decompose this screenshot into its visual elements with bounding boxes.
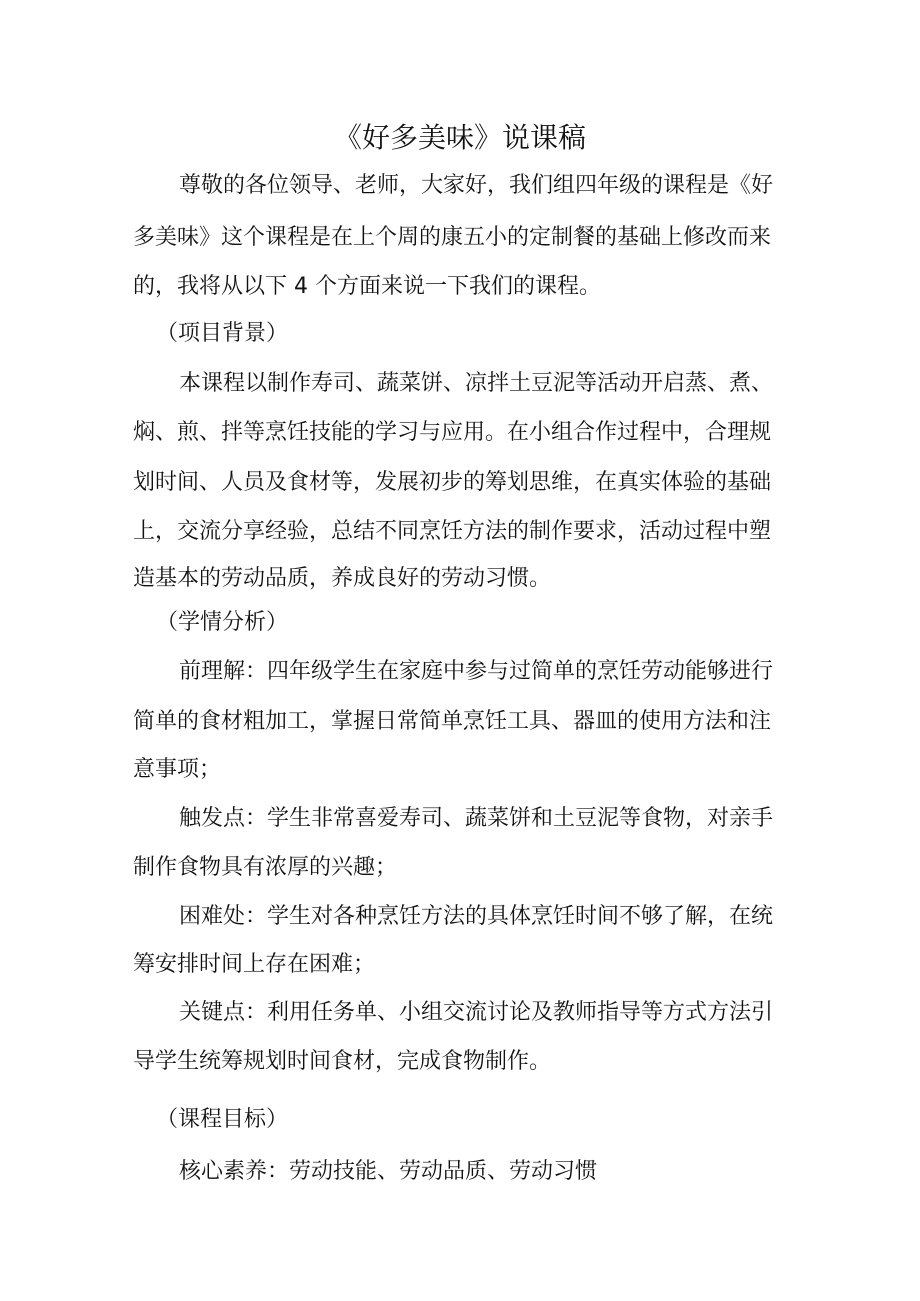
- background-line-5: 造基本的劳动品质，养成良好的劳动习惯。: [133, 566, 552, 591]
- analysis-prior-line-2: 简单的食材粗加工，掌握日常简单烹饪工具、器皿的使用方法和注: [133, 709, 772, 734]
- background-line-4: 上，交流分享经验，总结不同烹饪方法的制作要求，活动过程中塑: [133, 519, 772, 544]
- background-line-3: 划时间、人员及食材等，发展初步的筹划思维，在真实体验的基础: [133, 470, 772, 495]
- analysis-trigger-line-2: 制作食物具有浓厚的兴趣；: [133, 855, 398, 880]
- intro-line-1: 尊敬的各位领导、老师，大家好，我们组四年级的课程是《好: [179, 173, 774, 198]
- goals-core-line: 核心素养：劳动技能、劳动品质、劳动习惯: [179, 1159, 598, 1184]
- analysis-prior-line-3: 意事项；: [133, 757, 222, 782]
- intro-line-2: 多美味》这个课程是在上个周的康五小的定制餐的基础上修改而来: [133, 225, 772, 250]
- analysis-key-line-2: 导学生统筹规划时间食材，完成食物制作。: [133, 1049, 552, 1074]
- analysis-prior-line-1: 前理解：四年级学生在家庭中参与过简单的烹饪劳动能够进行: [179, 659, 774, 684]
- section-heading-background: （项目背景）: [156, 321, 289, 346]
- intro-line-3: 的，我将从以下 4 个方面来说一下我们的课程。: [133, 274, 601, 299]
- section-heading-goals: （课程目标）: [156, 1107, 289, 1132]
- analysis-difficulty-line-2: 筹安排时间上存在困难；: [133, 952, 376, 977]
- analysis-difficulty-line-1: 困难处：学生对各种烹饪方法的具体烹饪时间不够了解，在统: [179, 904, 774, 929]
- analysis-key-line-1: 关键点：利用任务单、小组交流讨论及教师指导等方式方法引: [179, 1000, 774, 1025]
- background-line-2: 焖、煎、拌等烹饪技能的学习与应用。在小组合作过程中，合理规: [133, 420, 772, 445]
- section-heading-analysis: （学情分析）: [156, 610, 289, 635]
- document-title: 《好多美味》说课稿: [333, 121, 586, 154]
- background-line-1: 本课程以制作寿司、蔬菜饼、凉拌土豆泥等活动开启蒸、煮、: [179, 371, 774, 396]
- analysis-trigger-line-1: 触发点：学生非常喜爱寿司、蔬菜饼和土豆泥等食物，对亲手: [179, 806, 774, 831]
